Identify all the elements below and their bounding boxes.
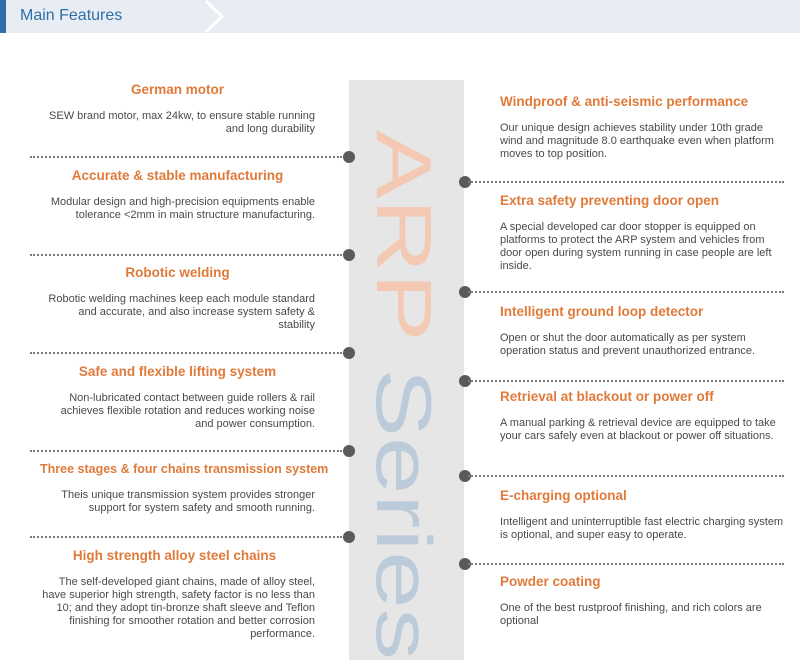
feature-title: Three stages & four chains transmission system xyxy=(40,462,329,476)
chevron-right-icon xyxy=(196,0,229,33)
section-header xyxy=(0,0,800,33)
feature-title: Accurate & stable manufacturing xyxy=(71,168,284,183)
feature-title: German motor xyxy=(130,82,225,97)
feature-description: Our unique design achieves stability under 10th grade wind and magnitude 8.0 earthquake even when platform moves to top position. xyxy=(500,122,774,160)
feature-transmission-system xyxy=(40,462,329,515)
feature-title: Intelligent ground loop detector xyxy=(500,304,704,319)
timeline-dot xyxy=(343,445,355,457)
feature-lifting-system xyxy=(40,364,315,431)
feature-title: Extra safety preventing door open xyxy=(500,193,720,208)
timeline-dot xyxy=(343,531,355,543)
feature-title: Windproof & anti-seismic performance xyxy=(500,94,749,109)
divider xyxy=(468,475,784,477)
header-accent-bar xyxy=(0,0,6,33)
feature-title: Retrieval at blackout or power off xyxy=(500,389,714,404)
feature-blackout-retrieval xyxy=(500,389,785,443)
divider xyxy=(468,563,784,565)
feature-powder-coating xyxy=(500,574,785,628)
feature-title: Robotic welding xyxy=(125,265,230,280)
section-title: Main Features xyxy=(20,7,123,24)
svg-text:ARP Series xyxy=(360,130,448,660)
feature-title: Safe and flexible lifting system xyxy=(78,364,277,379)
feature-title: E-charging optional xyxy=(500,488,627,503)
divider xyxy=(30,352,342,354)
divider xyxy=(468,380,784,382)
feature-description: Non-lubricated contact between guide rollers & rail achieves flexible rotation and reduces working noise and power consumption. xyxy=(60,392,315,430)
feature-description: Robotic welding machines keep each module standard and accurate, and also increase system safety & stability xyxy=(48,293,315,331)
divider xyxy=(30,450,342,452)
feature-accurate-manufacturing xyxy=(40,168,315,222)
feature-description: Modular design and high-precision equipments enable tolerance <2mm in main structure manufacturing. xyxy=(50,196,315,221)
watermark-arp: ARP xyxy=(360,130,448,289)
feature-description: SEW brand motor, max 24kw, to ensure stable running and long durability xyxy=(49,110,315,135)
timeline-dot xyxy=(343,249,355,261)
divider xyxy=(30,536,342,538)
feature-windproof xyxy=(500,94,785,161)
watermark-series: Series xyxy=(360,339,448,583)
feature-german-motor xyxy=(40,82,315,136)
feature-door-safety xyxy=(500,193,785,273)
timeline-dot xyxy=(343,347,355,359)
feature-description: Intelligent and uninterruptible fast electric charging system is optional, and super easy to operate. xyxy=(500,516,784,541)
divider xyxy=(468,291,784,293)
arp-series-watermark xyxy=(349,80,464,660)
feature-description: A special developed car door stopper is equipped on platforms to protect the ARP system and vehicles from door open during system running in case people are left inside. xyxy=(500,221,772,272)
feature-description: One of the best rustproof finishing, and rich colors are optional xyxy=(500,602,762,627)
divider xyxy=(30,254,342,256)
divider xyxy=(468,181,784,183)
feature-alloy-steel-chains xyxy=(34,548,315,641)
feature-description: A manual parking & retrieval device are equipped to take your cars safely even at blackout or power off situations. xyxy=(500,417,776,442)
feature-title: Powder coating xyxy=(500,574,601,589)
feature-description: Theis unique transmission system provides stronger support for system safety and smooth running. xyxy=(61,489,315,514)
feature-ground-loop xyxy=(500,304,785,358)
feature-robotic-welding xyxy=(40,265,315,332)
feature-title: High strength alloy steel chains xyxy=(72,548,277,563)
feature-description: Open or shut the door automatically as per system operation status and prevent unauthorized entrance. xyxy=(500,332,756,357)
feature-e-charging xyxy=(500,488,785,542)
divider xyxy=(30,156,342,158)
timeline-dot xyxy=(343,151,355,163)
feature-description: The self-developed giant chains, made of alloy steel, have superior high strength, safety factor is no less than 10; and they adopt tin-bronze shaft sleeve and Teflon finishing for smoother rotation and better corrosion performance. xyxy=(42,576,315,640)
